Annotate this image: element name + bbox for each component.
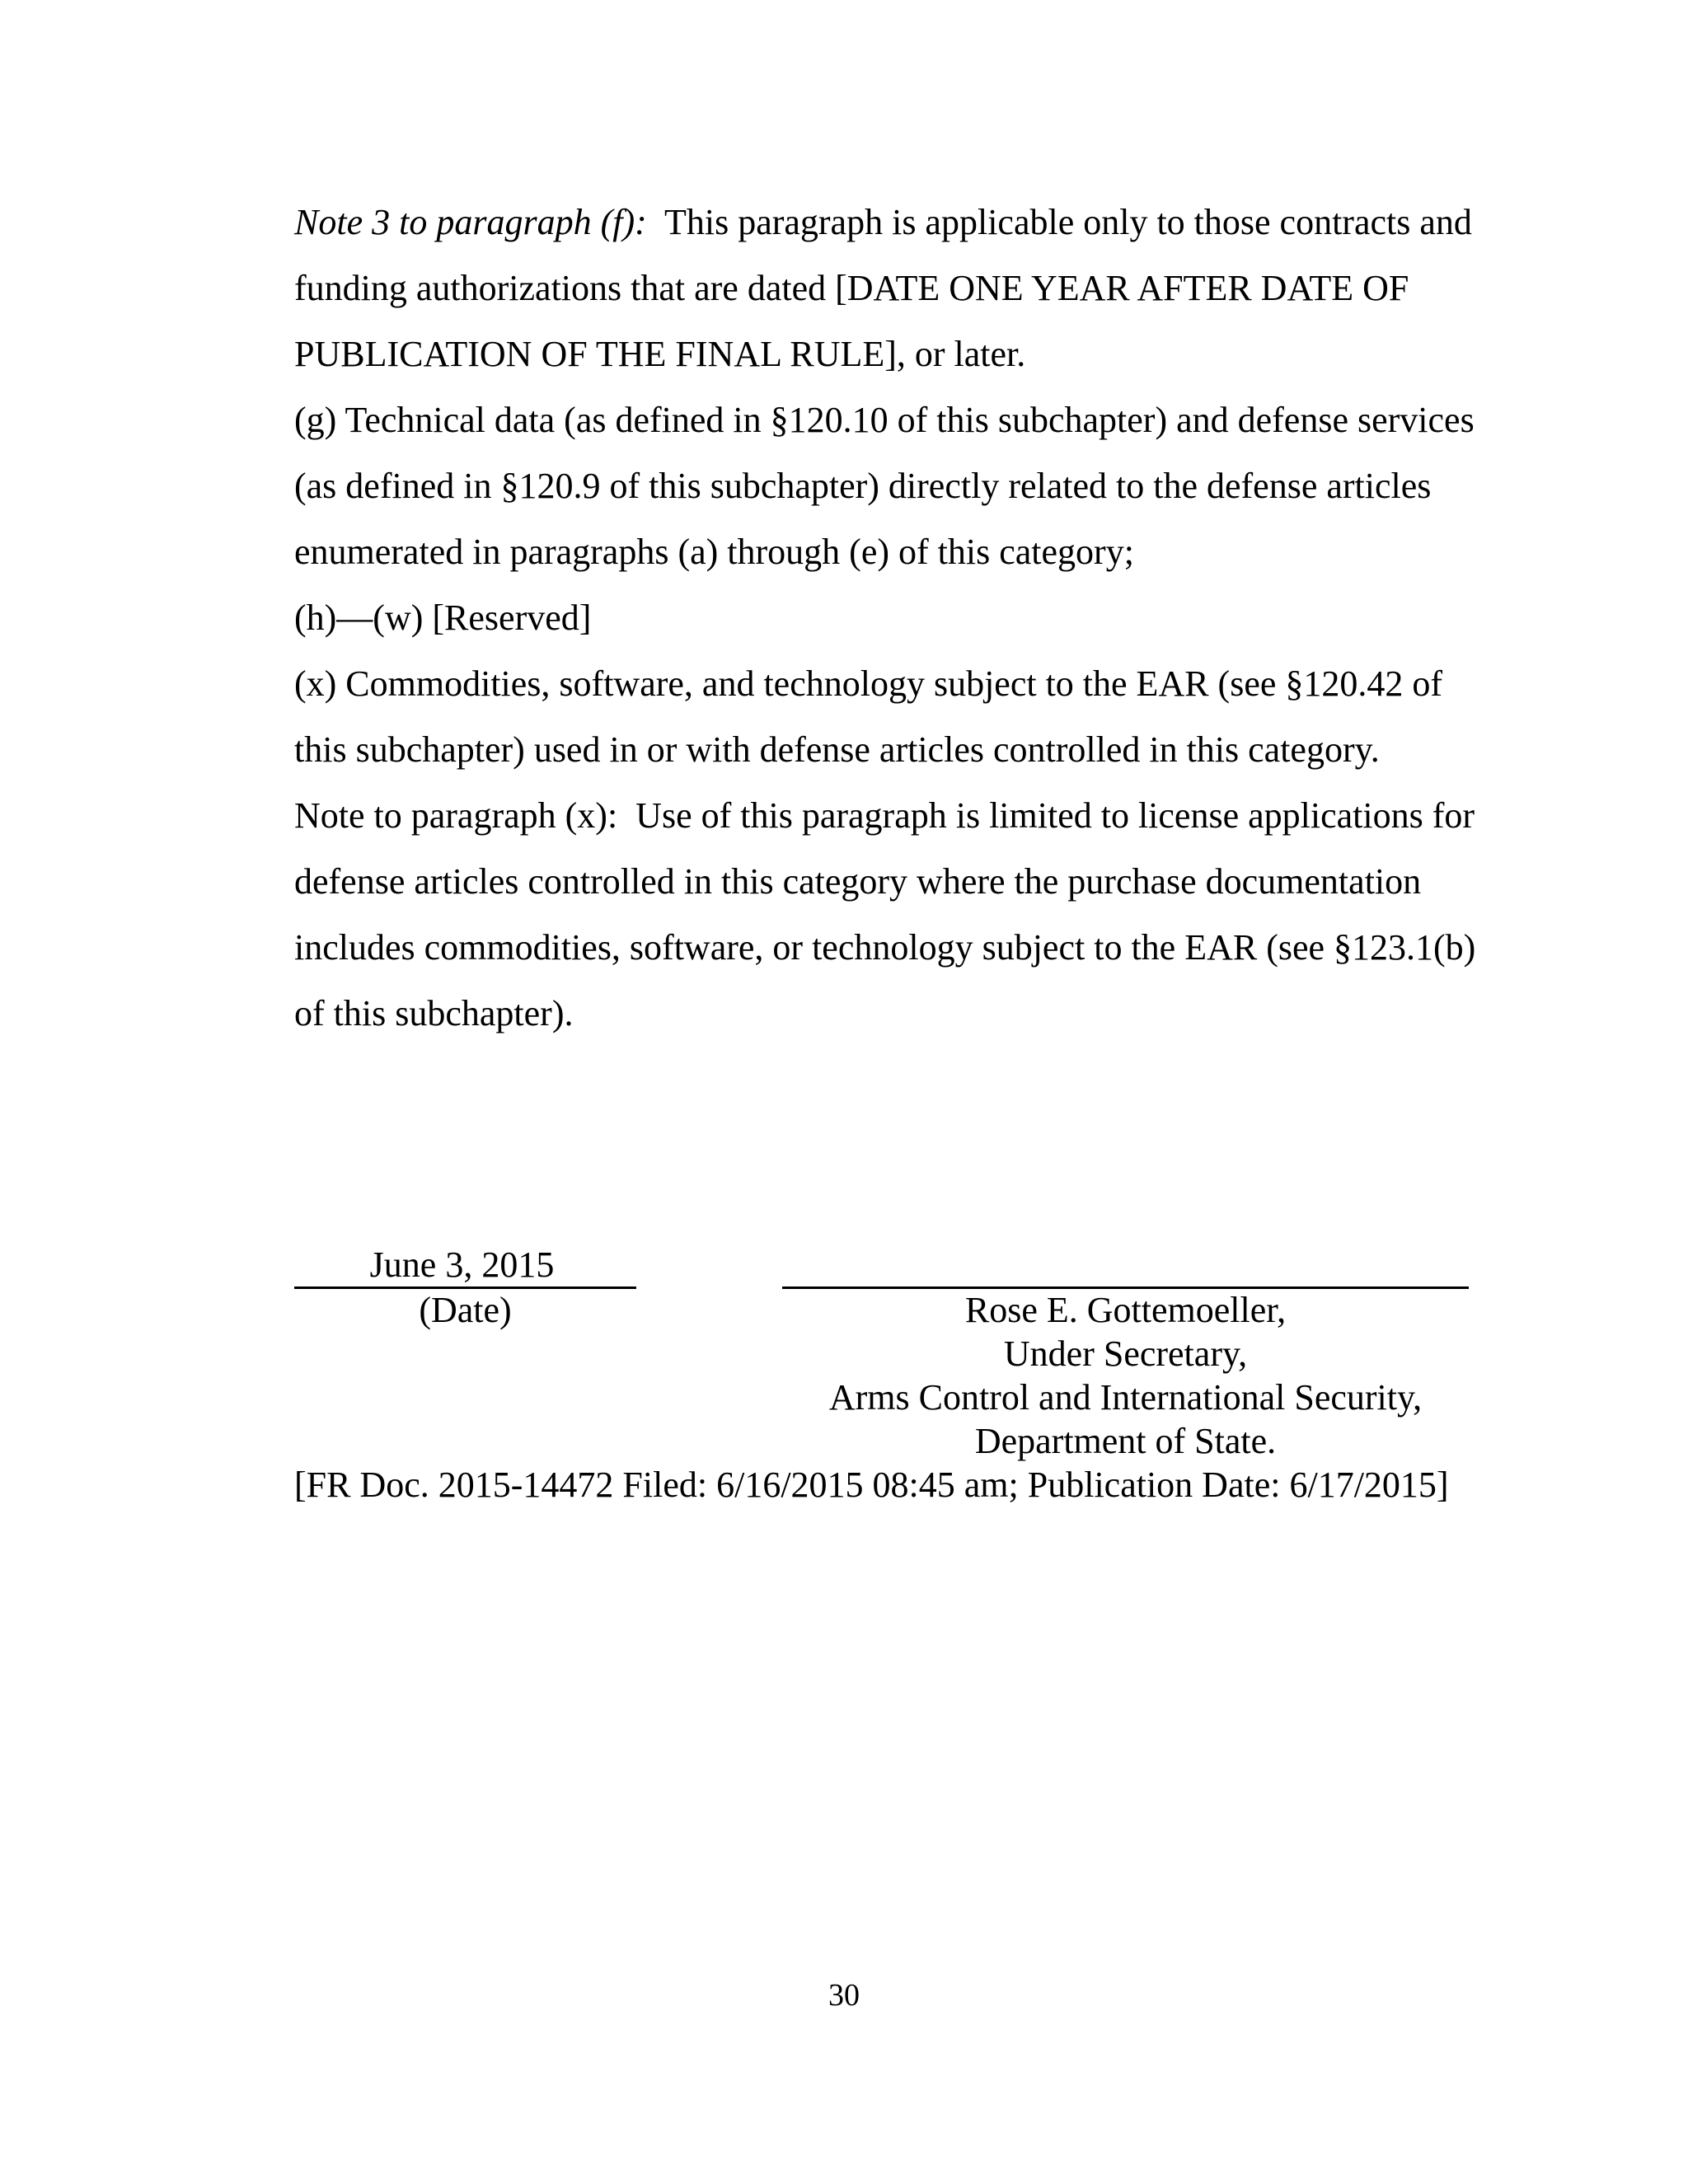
signer-title: Under Secretary, <box>1003 1333 1248 1374</box>
signer-details <box>782 1288 1469 1463</box>
note-3-label: Note 3 to paragraph (f): <box>294 202 647 242</box>
paragraph-g: (g) Technical data (as defined in §120.10 of this subchapter) and defense services (as defined in §120.9 of this subchapter) directly related to the defense articles enumerated in paragraphs (a) through (e) of this category; <box>294 400 1475 572</box>
signature-line <box>782 1243 1469 1289</box>
date-line <box>294 1243 636 1289</box>
signer-office: Arms Control and International Security, <box>828 1377 1423 1418</box>
signature-date: June 3, 2015 <box>369 1244 555 1285</box>
regulation-body <box>294 190 1498 1047</box>
note-3-text: This paragraph is applicable only to those contracts and funding authorizations that are dated [DATE ONE YEAR AFTER DATE OF PUBLICATION OF THE FINAL RULE], or later. <box>294 202 1481 374</box>
signer-name: Rose E. Gottemoeller, <box>964 1290 1287 1330</box>
fr-doc-citation: [FR Doc. 2015-14472 Filed: 6/16/2015 08:45 am; Publication Date: 6/17/2015] <box>294 1465 1449 1505</box>
page-number: 30 <box>828 1978 860 2013</box>
date-caption: (Date) <box>419 1290 512 1330</box>
paragraph-x: (x) Commodities, software, and technology subject to the EAR (see §120.42 of this subchapter) used in or with defense articles controlled in this category. <box>294 663 1443 770</box>
note-to-paragraph-x: Note to paragraph (x): Use of this paragraph is limited to license applications for defense articles controlled in this category where the purchase documentation includes commodities, software, or technology subject to the EAR (see §123.1(b) of this subchapter). <box>294 795 1485 1033</box>
signer-department: Department of State. <box>974 1421 1277 1461</box>
note-3-paragraph <box>294 190 1498 387</box>
paragraph-h-w: (h)—(w) [Reserved] <box>294 598 592 638</box>
